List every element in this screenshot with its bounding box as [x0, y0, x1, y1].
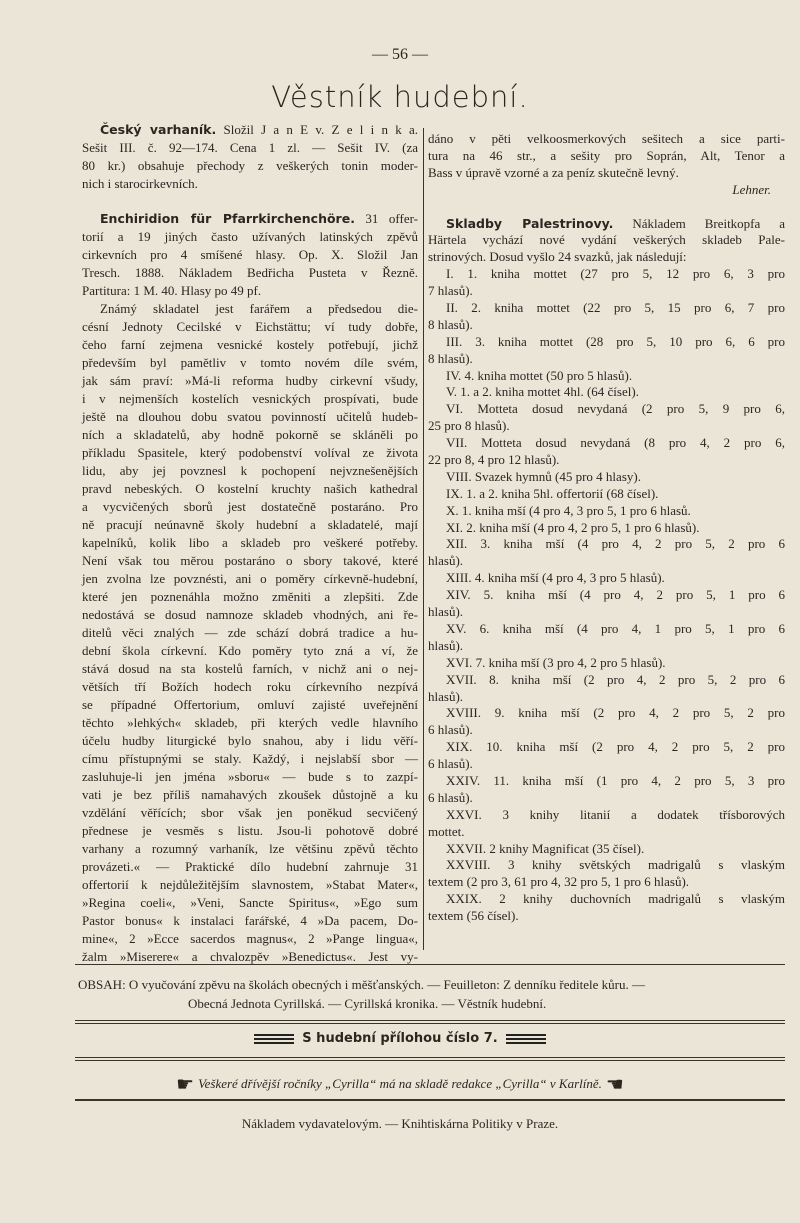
divider	[75, 1057, 785, 1058]
text-line: XII. 3. kniha mší (4 pro 4, 2 pro 5, 2 pro 6	[446, 536, 785, 552]
imprint: Nákladem vydavatelovým. — Knihtiskárna Politiky v Praze.	[241, 1116, 559, 1131]
text-line: a vycvičených sborů jest dostatečně postaráno. Pro	[82, 499, 418, 514]
pointing-hand-left-icon: ☚	[605, 1072, 624, 1096]
text-line: 25 pro 8 hlasů).	[428, 418, 510, 434]
right-column	[428, 131, 785, 925]
text-segment: Složil J a n E v. Z e l i n k a.	[216, 122, 419, 137]
section-heading: Český varhaník.	[100, 122, 217, 137]
text-line: jak sám praví: »Má-li reforma hudby cirkevní všudy,	[82, 373, 418, 388]
text-line	[428, 216, 785, 233]
left-column	[82, 121, 418, 966]
text-line: IV. 4. kniha mottet (50 pro 5 hlasů).	[446, 367, 633, 383]
text-line: Bass v úpravě vzorné a za peníz skutečně levný.	[428, 164, 679, 180]
text-line: XVII. 8. kniha mší (2 pro 4, 2 pro 5, 2 pro 6	[446, 671, 785, 687]
text-line: přednese je vesměs s listu. Jsou-li pohotově dobré	[82, 823, 418, 838]
text-line: VII. Motteta dosud nevydaná (8 pro 4, 2 pro 6,	[446, 435, 785, 451]
pointing-hand-right-icon: ☛	[176, 1072, 195, 1096]
section-heading: Skladby Palestrinovy.	[446, 215, 614, 231]
text-line: césní Jednoty Cecilské v Eichstättu; ví tudy dobře,	[82, 319, 418, 334]
text-line: ještě na dlouhou dobu svatou povinností učitelů hudeb-	[82, 409, 418, 424]
text-line: které jen poznenáhla možno změniti a zlepšiti. Zde	[82, 589, 418, 604]
ornament-bars	[254, 1032, 294, 1046]
text-line: mottet.	[428, 823, 465, 839]
text-line: V. 1. a 2. kniha mottet 4hl. (64 čísel).	[446, 384, 639, 400]
text-line: hlasů).	[428, 553, 464, 569]
text-line: 22 pro 8, 4 pro 12 hlasů).	[428, 452, 560, 468]
text-segment: 31 offer-	[354, 211, 418, 226]
text-line: vzdělání věřících; sbor však jen poněkud secvičený	[82, 805, 418, 820]
supplement-notice	[0, 1031, 800, 1046]
text-line: 8 hlasů).	[428, 316, 473, 332]
column-divider	[423, 128, 424, 950]
text-line: VIII. Svazek hymnů (45 pro 4 hlasy).	[446, 468, 641, 484]
text-line: čeho farní zejmena vesnické kostely potřebují, jichž	[82, 337, 418, 352]
text-line: jen zvolna lze povznésti, ani o poměry církevně-hudební,	[82, 571, 418, 586]
text-line: XIV. 5. kniha mší (4 pro 4, 2 pro 5, 1 pro 6	[446, 587, 785, 603]
contents-block	[78, 975, 788, 1013]
text-line: offertorií k nejdůležitějším slavnostem, »Stabat Mater«,	[82, 877, 418, 892]
text-line: 6 hlasů).	[428, 722, 473, 738]
text-line: příkladu Spasitele, který podobenství volíval ze života	[82, 445, 418, 460]
text-line: žalm »Miserere« a chvalozpěv »Benedictus«. Jest vy-	[82, 949, 418, 964]
text-line: mine«, 2 »Ecce sacerdos magnus«, 2 »Pange lingua«,	[82, 931, 418, 946]
section-heading: Enchiridion für Pfarrkirchenchöre.	[100, 211, 355, 226]
text-line: XXIV. 11. kniha mší (1 pro 4, 2 pro 5, 3 pro	[446, 772, 785, 788]
text-line: XIX. 10. kniha mší (2 pro 4, 2 pro 5, 2 pro	[446, 739, 785, 755]
text-line: 7 hlasů).	[428, 283, 473, 299]
text-line: 8 hlasů).	[428, 350, 473, 366]
text-line: 80 kr.) obsahuje přechody z veškerých tonin moder-	[82, 158, 418, 173]
text-line: II. 2. kniha mottet (22 pro 5, 15 pro 6, 7 pro	[446, 300, 785, 316]
text-line: strinových. Dosud vyšlo 24 svazků, jak následují:	[428, 249, 687, 265]
text-line: Známý skladatel jest farářem a předsedou die-	[100, 301, 418, 316]
text-line: dáno v pěti velkoosmerkových sešitech a sice parti-	[428, 131, 785, 146]
text-line: zasluhuje-li jen jména »sboru« — bude s to zazpí-	[82, 769, 418, 784]
text-line: Není však tou měrou postaráno o sbory takové, které	[82, 553, 418, 568]
text-line: textem (56 čísel).	[428, 908, 519, 924]
text-line: Sešit III. č. 92—174. Cena 1 zl. — Sešit IV. (za	[82, 140, 418, 155]
contents-line-1: OBSAH: O vyučování zpěvu na školách obecných i měšťanských. — Feuilleton: Z denníku ředitele kůru. —	[78, 977, 645, 992]
text-line: textem (2 pro 3, 61 pro 4, 32 pro 5, 1 pro 6 hlasů).	[428, 874, 690, 890]
text-line: 6 hlasů).	[428, 789, 473, 805]
text-line	[82, 121, 418, 139]
text-line: větších tří Božích hodech roku církevního nezpívá	[82, 679, 418, 694]
text-line: pravd nebeských. O kostelní kruchty našich kathedral	[82, 481, 418, 496]
text-line: provázeti.« — Praktické dílo hudební zahrnuje 31	[82, 859, 418, 874]
text-line: ně pracují neúnavně školy hudební a skladatelé, mají	[82, 517, 418, 532]
text-line: stává dosud na sta kostelů farních, v nichž ani o nej-	[82, 661, 418, 676]
text-line: lidu, aby jej povznesl k pochopení nejvznešenějších	[82, 463, 418, 478]
divider	[75, 1099, 785, 1101]
text-line: XVIII. 9. kniha mší (2 pro 4, 2 pro 5, 2 pro	[446, 705, 785, 721]
text-line: Pastor bonus« k instalaci farářské, 4 »Da pacem, Do-	[82, 913, 418, 928]
text-line: Härtela vychází nové vydání veškerých skladeb Pale-	[428, 232, 785, 248]
text-line: ních a skladatelů, aby hodně pokorně se skláněli po	[82, 427, 418, 442]
text-line: hlasů).	[428, 604, 464, 620]
text-line: nich i starocirkevních.	[82, 176, 198, 191]
text-line: tura na 46 str., a sešity pro Soprán, Alt, Tenor a	[428, 147, 785, 163]
text-line: III. 3. kniha mottet (28 pro 5, 10 pro 6, 6 pro	[446, 333, 785, 349]
text-line: XXIX. 2 knihy duchovních madrigalů s vlaským	[446, 891, 785, 907]
text-line: 6 hlasů).	[428, 756, 473, 772]
text-line	[82, 210, 418, 228]
divider	[75, 1060, 785, 1061]
text-line: Lehner.	[732, 181, 771, 197]
text-line: hlasů).	[428, 688, 464, 704]
text-line: vati je bez příliš namahavých zkoušek důstojně a ku	[82, 787, 418, 802]
divider	[75, 1020, 785, 1021]
text-line: dební škola církevní. Kdo poměry tyto zná a ví, že	[82, 643, 418, 658]
text-line: XVI. 7. kniha mší (3 pro 4, 2 pro 5 hlasů).	[446, 654, 666, 670]
text-line: účelu hudby liturgické bylo snahou, aby i lidu věří-	[82, 733, 418, 748]
text-line: především byl pamětliv v tomto novém díle svém,	[82, 355, 418, 370]
text-line: se případné Offertorium, omluví zajisté uveřejnění	[82, 697, 418, 712]
text-line: I. 1. kniha mottet (27 pro 5, 12 pro 6, 3 pro	[446, 266, 785, 282]
divider	[75, 1023, 785, 1024]
text-line: i v nejmenších kostelích vesnických prospívati, bude	[82, 391, 418, 406]
text-line: těchto »lehkých« skladeb, při kterých vedle hlavního	[82, 715, 418, 730]
text-segment: Nákladem Breitkopfa a	[613, 215, 785, 231]
text-line: hlasů).	[428, 637, 464, 653]
text-line: XV. 6. kniha mší (4 pro 4, 1 pro 5, 1 pro 6	[446, 620, 785, 636]
notice-text: Veškeré dřívější ročníky „Cyrilla“ má na skladě redakce „Cyrilla“ v Karlíně.	[198, 1076, 602, 1091]
text-line: ditelů věci znalých — zde schází dobrá tradice a hu-	[82, 625, 418, 640]
text-line: XI. 2. kniha mší (4 pro 4, 2 pro 5, 1 pro 6 hlasů).	[446, 519, 700, 535]
page-title: Věstník hudební.	[271, 80, 529, 114]
text-line: VI. Motteta dosud nevydaná (2 pro 5, 9 pro 6,	[446, 401, 785, 417]
supplement-text: S hudební přílohou číslo 7.	[302, 1031, 498, 1046]
back-issues-notice	[0, 1072, 800, 1096]
ornament-bars	[506, 1032, 546, 1046]
divider	[75, 964, 785, 965]
text-line: cirkevních pro 4 smíšené hlasy. Op. X. Složil Jan	[82, 247, 418, 262]
text-line: torií a 19 jiných často užívaných latinských zpěvů	[82, 229, 418, 244]
text-line: XXVIII. 3 knihy světských madrigalů s vlaským	[446, 857, 785, 873]
text-line: varhany a rozumný varhaník, lze většinu zpěvů těchto	[82, 841, 418, 856]
text-line: kapelníků, kolik libo a skladeb pro veškeré potřeby.	[82, 535, 418, 550]
text-line: XXVII. 2 knihy Magnificat (35 čísel).	[446, 840, 645, 856]
text-line: »Regina coeli«, »Veni, Sancte Spiritus«, »Ego sum	[82, 895, 418, 910]
text-line: címu přístupnými se staly. Každý, i nejslabší sbor —	[82, 751, 418, 766]
page-number: — 56 —	[372, 46, 428, 63]
text-line: Tresch. 1888. Nákladem Bedřicha Pusteta v Řezně.	[82, 265, 418, 280]
text-line: XIII. 4. kniha mší (4 pro 4, 3 pro 5 hlasů).	[446, 570, 665, 586]
text-line: Partitura: 1 M. 40. Hlasy po 49 pf.	[82, 283, 262, 298]
contents-line-2: Obecná Jednota Cyrillská. — Cyrillská kronika. — Věstník hudební.	[188, 996, 547, 1011]
text-line: XXVI. 3 knihy litanií a dodatek třísborových	[446, 806, 785, 822]
text-line: nedostává se dosud namnoze skladeb vhodných, ani ře-	[82, 607, 418, 622]
text-line: IX. 1. a 2. kniha 5hl. offertorií (68 čísel).	[446, 485, 659, 501]
text-line: X. 1. kniha mší (4 pro 4, 3 pro 5, 1 pro 6 hlasů.	[446, 502, 691, 518]
